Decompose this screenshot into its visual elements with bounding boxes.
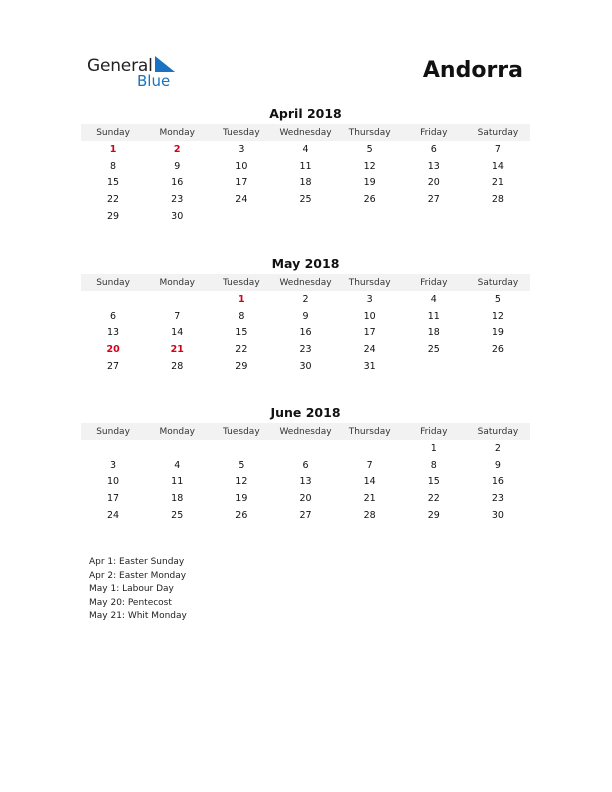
day-cell: 22 [427,492,440,504]
holiday-item: May 21: Whit Monday [89,611,187,621]
weekday-label: Saturday [477,426,519,437]
day-cell: 29 [107,210,120,222]
weekday-header-row [81,423,530,440]
day-cell: 19 [235,492,248,504]
day-cell: 15 [427,476,440,488]
day-cell: 31 [363,360,376,372]
day-cell: 2 [494,442,501,454]
day-cell: 16 [491,476,504,488]
day-cell: 1 [238,293,245,305]
day-cell: 19 [491,327,504,339]
weekday-header-row [81,124,530,141]
weekday-label: Wednesday [279,426,332,437]
day-cell: 14 [363,476,376,488]
day-cell: 18 [299,177,312,189]
day-cell: 12 [235,476,248,488]
day-cell: 26 [363,193,376,205]
weekday-label: Saturday [477,277,519,288]
day-cell: 7 [366,459,373,471]
day-cell: 26 [491,343,504,355]
month-title: May 2018 [271,256,340,271]
day-cell: 10 [235,160,248,172]
day-cell: 12 [363,160,376,172]
day-cell: 11 [299,160,312,172]
week-row [81,291,530,308]
day-cell: 10 [107,476,120,488]
day-cell: 7 [494,143,501,155]
day-cell: 26 [235,509,248,521]
week-row [81,208,530,225]
day-cell: 23 [171,193,184,205]
day-cell: 11 [171,476,184,488]
day-cell: 8 [430,459,437,471]
logo-blue-text: Blue [137,72,171,90]
logo-general-text: General [87,56,153,76]
month-april [81,106,530,224]
weekday-label: Friday [420,426,448,437]
day-cell: 13 [107,327,120,339]
week-row [81,473,530,490]
week-row [81,341,530,358]
weekday-label: Thursday [348,127,391,138]
day-cell: 30 [491,509,504,521]
day-cell: 28 [491,193,504,205]
month-june [81,405,530,523]
day-cell: 28 [171,360,184,372]
holiday-list [89,556,187,624]
day-cell: 27 [299,509,312,521]
day-cell: 5 [494,293,501,305]
month-may [81,256,530,374]
day-cell: 23 [491,492,504,504]
day-cell: 13 [299,476,312,488]
day-cell: 5 [366,143,373,155]
day-cell: 17 [235,177,248,189]
weekday-label: Friday [420,127,448,138]
day-cell: 20 [106,343,120,355]
holiday-item: Apr 2: Easter Monday [89,570,187,581]
day-cell: 29 [235,360,248,372]
weekday-label: Wednesday [279,277,332,288]
day-cell: 30 [171,210,184,222]
day-cell: 6 [302,459,309,471]
day-cell: 6 [110,310,117,322]
week-row [81,141,530,158]
week-row [81,440,530,457]
weekday-label: Monday [159,277,195,288]
day-cell: 29 [427,509,440,521]
day-cell: 25 [427,343,440,355]
weekday-label: Saturday [477,127,519,138]
day-cell: 20 [427,177,440,189]
holiday-item: Apr 1: Easter Sunday [89,557,185,567]
day-cell: 19 [363,177,376,189]
day-cell: 9 [174,160,181,172]
weekday-label: Tuesday [223,277,260,288]
week-row [81,324,530,341]
day-cell: 7 [174,310,181,322]
day-cell: 12 [491,310,504,322]
day-cell: 24 [235,193,248,205]
day-cell: 10 [363,310,376,322]
day-cell: 21 [363,492,376,504]
day-cell: 6 [430,143,437,155]
week-row [81,457,530,474]
day-cell: 3 [238,143,245,155]
week-row [81,507,530,524]
day-cell: 11 [427,310,440,322]
day-cell: 20 [299,492,312,504]
day-cell: 27 [107,360,120,372]
day-cell: 27 [427,193,440,205]
day-cell: 9 [494,459,501,471]
day-cell: 22 [235,343,248,355]
day-cell: 4 [430,293,437,305]
weekday-header-row [81,274,530,291]
holiday-item: May 20: Pentecost [89,597,172,608]
weekday-label: Tuesday [223,127,260,138]
weekday-label: Sunday [96,127,130,138]
day-cell: 14 [171,327,184,339]
day-cell: 8 [238,310,245,322]
day-cell: 2 [173,143,181,155]
country-title: Andorra [422,58,523,83]
week-row [81,308,530,325]
day-cell: 21 [170,343,184,355]
weekday-label: Sunday [96,277,130,288]
day-cell: 2 [302,293,309,305]
day-cell: 24 [363,343,376,355]
weekday-label: Friday [420,277,448,288]
day-cell: 14 [491,160,504,172]
day-cell: 1 [430,442,437,454]
weekday-label: Sunday [96,426,130,437]
weekday-label: Monday [159,127,195,138]
month-title: June 2018 [270,405,341,420]
day-cell: 9 [302,310,309,322]
week-row [81,358,530,375]
day-cell: 21 [491,177,504,189]
day-cell: 13 [427,160,440,172]
day-cell: 1 [109,143,117,155]
weekday-label: Thursday [348,426,391,437]
day-cell: 4 [174,459,181,471]
day-cell: 8 [110,160,117,172]
day-cell: 16 [171,177,184,189]
day-cell: 18 [171,492,184,504]
week-row [81,174,530,191]
day-cell: 30 [299,360,312,372]
day-cell: 17 [363,327,376,339]
day-cell: 16 [299,327,312,339]
day-cell: 28 [363,509,376,521]
day-cell: 25 [299,193,312,205]
day-cell: 22 [107,193,120,205]
day-cell: 24 [107,509,120,521]
day-cell: 5 [238,459,245,471]
weekday-label: Thursday [348,277,391,288]
logo-triangle-icon [155,56,175,72]
day-cell: 15 [107,177,120,189]
weekday-label: Tuesday [223,426,260,437]
day-cell: 17 [107,492,120,504]
week-row [81,191,530,208]
weekday-label: Wednesday [279,127,332,138]
day-cell: 3 [110,459,117,471]
month-title: April 2018 [269,106,342,121]
day-cell: 23 [299,343,312,355]
day-cell: 3 [366,293,373,305]
day-cell: 15 [235,327,248,339]
day-cell: 25 [171,509,184,521]
week-row [81,158,530,175]
weekday-label: Monday [159,426,195,437]
week-row [81,490,530,507]
day-cell: 18 [427,327,440,339]
day-cell: 4 [302,143,309,155]
logo [87,56,207,92]
holiday-item: May 1: Labour Day [89,584,174,594]
